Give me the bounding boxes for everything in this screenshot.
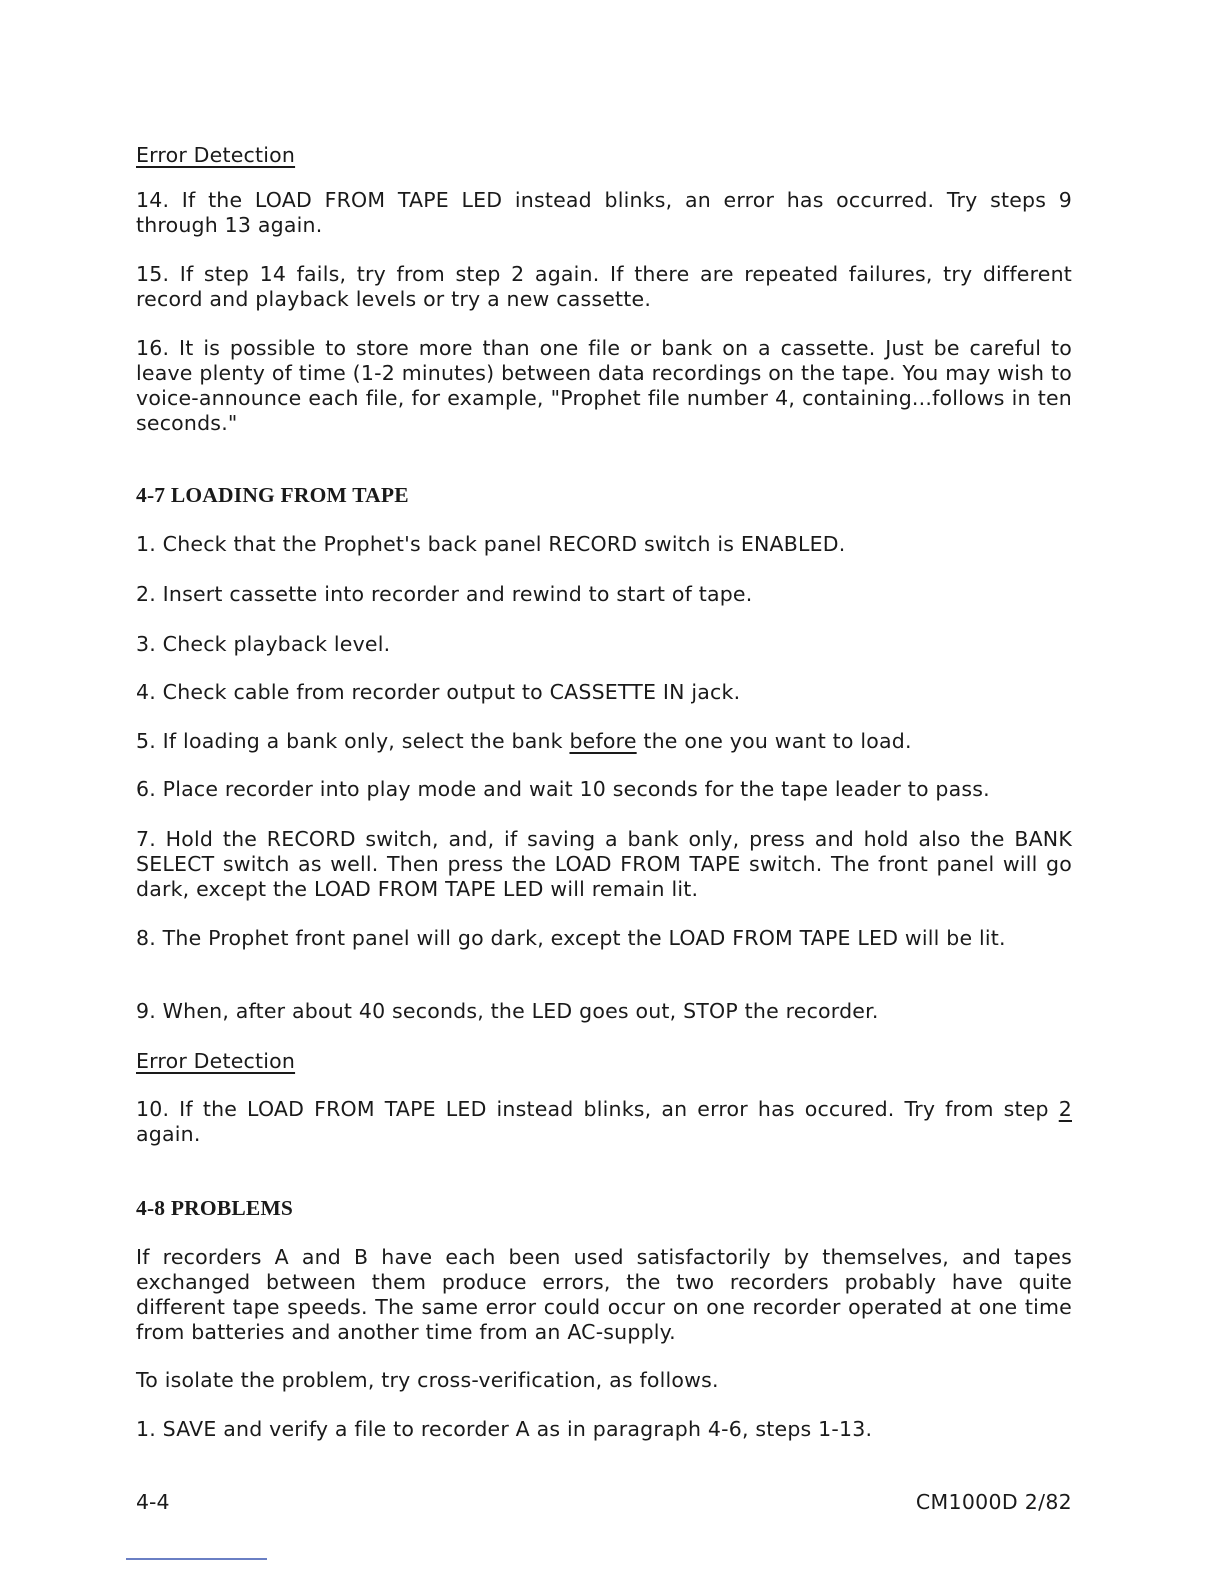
load-step-5-emphasis: before: [569, 729, 637, 753]
load-step-8: 8. The Prophet front panel will go dark, except the LOAD FROM TAPE LED will be lit.: [136, 926, 1006, 950]
load-step-10-prefix: 10. If the LOAD FROM TAPE LED instead blinks, an error has occured. Try from step: [136, 1097, 1059, 1121]
loading-from-tape-heading: 4-7 LOADING FROM TAPE: [136, 483, 409, 507]
load-step-10-emphasis: 2: [1058, 1097, 1072, 1121]
problems-heading: 4-8 PROBLEMS: [136, 1196, 294, 1220]
load-step-5-prefix: 5. If loading a bank only, select the bank: [136, 729, 570, 753]
page-number: 4-4: [136, 1490, 170, 1514]
error-detection-subheading-top: Error Detection: [136, 143, 296, 167]
load-step-9: 9. When, after about 40 seconds, the LED goes out, STOP the recorder.: [136, 999, 879, 1023]
error-detection-subheading-bottom: Error Detection: [136, 1049, 296, 1073]
document-code: CM1000D 2/82: [915, 1490, 1072, 1514]
problems-paragraph-2: To isolate the problem, try cross-verification, as follows.: [136, 1368, 719, 1392]
load-step-10-suffix: again.: [136, 1122, 201, 1146]
step-14-text: 14. If the LOAD FROM TAPE LED instead blinks, an error has occurred. Try steps 9 through 13 again.: [136, 188, 1072, 237]
load-step-7: 7. Hold the RECORD switch, and, if saving a bank only, press and hold also the BANK SELECT switch as well. Then press the LOAD FROM TAPE switch. The front panel will go dark, except the LOAD FROM TAPE LED will remain lit.: [136, 827, 1072, 901]
load-step-10: [136, 1097, 1072, 1147]
load-step-3: 3. Check playback level.: [136, 632, 391, 656]
step-16-text: 16. It is possible to store more than one file or bank on a cassette. Just be careful to leave plenty of time (1-2 minutes) between data recordings on the tape. You may wish to voice-announce each file, for example, "Prophet file number 4, containing...follows in ten seconds.": [136, 336, 1072, 435]
step-15-text: 15. If step 14 fails, try from step 2 again. If there are repeated failures, try different record and playback levels or try a new cassette.: [136, 262, 1072, 311]
problems-paragraph-1: If recorders A and B have each been used satisfactorily by themselves, and tapes exchanged between them produce errors, the two recorders probably have quite different tape speeds. The same error could occur on one recorder operated at one time from batteries and another time from an AC-supply.: [136, 1245, 1072, 1344]
bottom-rule-divider: [126, 1558, 267, 1560]
load-step-5-suffix: the one you want to load.: [636, 729, 912, 753]
problems-step-1: 1. SAVE and verify a file to recorder A as in paragraph 4-6, steps 1-13.: [136, 1417, 873, 1441]
document-page: [136, 0, 1072, 1584]
load-step-1: 1. Check that the Prophet's back panel RECORD switch is ENABLED.: [136, 532, 846, 556]
load-step-4: 4. Check cable from recorder output to CASSETTE IN jack.: [136, 680, 741, 704]
load-step-5: [136, 729, 1072, 754]
load-step-2: 2. Insert cassette into recorder and rewind to start of tape.: [136, 582, 753, 606]
load-step-6: 6. Place recorder into play mode and wait 10 seconds for the tape leader to pass.: [136, 777, 990, 801]
